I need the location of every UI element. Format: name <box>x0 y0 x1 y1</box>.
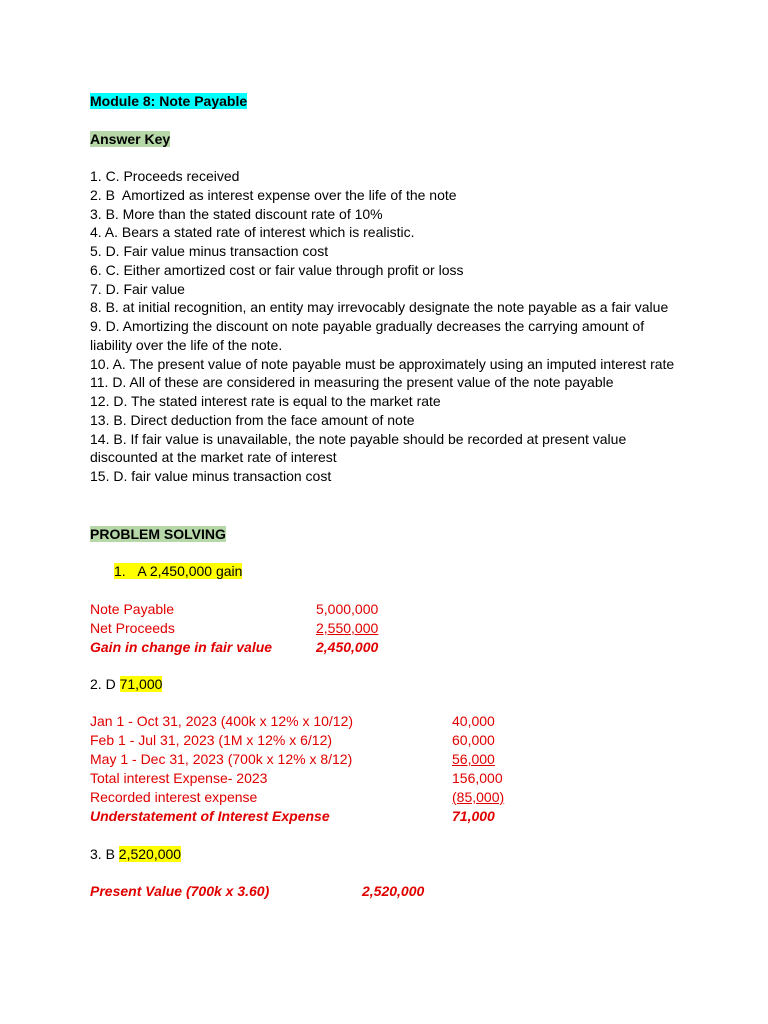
title-text: Module 8: Note Payable <box>90 93 248 109</box>
problem-2-row-label: May 1 - Dec 31, 2023 (700k x 12% x 8/12) <box>90 751 353 767</box>
problem-1-number: 1. <box>114 563 126 579</box>
problem-1-answer <box>114 562 242 580</box>
answer-item: 2. B Amortized as interest expense over the life of the note <box>90 186 457 203</box>
answer-list <box>90 167 674 486</box>
problem-2-row-label: Jan 1 - Oct 31, 2023 (400k x 12% x 10/12) <box>90 713 354 729</box>
problem-2-row-label: Total interest Expense- 2023 <box>90 770 268 786</box>
problem-1-total-value: 2,450,000 <box>316 639 379 655</box>
problem-2-answer <box>90 675 162 693</box>
answer-item: 10. A. The present value of note payable must be approximately using an imputed interest rate <box>90 355 675 372</box>
problem-2-row-value: (85,000) <box>452 789 505 805</box>
problem-1-row-label: Net Proceeds <box>90 620 175 636</box>
problem-2-answer-text: 71,000 <box>119 676 163 692</box>
problem-2-total-value: 71,000 <box>452 808 495 824</box>
answer-key-heading <box>90 130 170 148</box>
problem-2-row-value: 40,000 <box>452 713 495 729</box>
problem-1-row-value: 2,550,000 <box>316 620 379 636</box>
problem-3-prefix: 3. B <box>90 846 119 862</box>
problem-3-answer <box>90 845 181 863</box>
problem-2-row-value: 60,000 <box>452 732 495 748</box>
answer-item: 9. D. Amortizing the discount on note payable gradually decreases the carrying amount of <box>90 318 645 334</box>
answer-item: 11. D. All of these are considered in measuring the present value of the note payable <box>90 374 614 391</box>
answer-item: 7. D. Fair value <box>90 280 185 297</box>
answer-item-continuation: discounted at the market rate of interest <box>90 449 337 466</box>
problem-solving-heading <box>90 525 226 543</box>
problem-2-row-label: Feb 1 - Jul 31, 2023 (1M x 12% x 6/12) <box>90 732 333 748</box>
problem-3-row-label: Present Value (700k x 3.60) <box>90 883 270 899</box>
problem-1-total-label: Gain in change in fair value <box>90 639 273 655</box>
problem-2-total-label: Understatement of Interest Expense <box>90 808 330 824</box>
problem-2-prefix: 2. D <box>90 676 120 692</box>
problem-1-row-label: Note Payable <box>90 601 175 617</box>
answer-key-heading-text: Answer Key <box>90 131 171 147</box>
problem-3-answer-text: 2,520,000 <box>118 846 182 862</box>
answer-item: 8. B. at initial recognition, an entity may irrevocably designate the note payable as a fair value <box>90 299 669 316</box>
answer-item: 12. D. The stated interest rate is equal to the market rate <box>90 393 441 409</box>
problem-solving-heading-text: PROBLEM SOLVING <box>90 526 226 542</box>
document-title <box>90 92 247 110</box>
answer-item: 15. D. fair value minus transaction cost <box>90 468 332 484</box>
answer-item: 3. B. More than the stated discount rate of 10% <box>90 205 383 222</box>
problem-1-answer-highlight <box>114 563 242 579</box>
answer-item: 13. B. Direct deduction from the face amount of note <box>90 411 415 428</box>
answer-item-continuation: liability over the life of the note. <box>90 336 283 353</box>
answer-item: 1. C. Proceeds received <box>90 168 240 184</box>
problem-1-answer-text: A 2,450,000 gain <box>137 563 243 579</box>
problem-2-row-label: Recorded interest expense <box>90 789 258 805</box>
answer-item: 5. D. Fair value minus transaction cost <box>90 243 329 259</box>
problem-3-row-value: 2,520,000 <box>362 883 425 899</box>
problem-1-row-value: 5,000,000 <box>316 601 379 617</box>
answer-item: 6. C. Either amortized cost or fair value through profit or loss <box>90 261 464 278</box>
problem-2-row-value: 156,000 <box>452 770 503 786</box>
answer-item: 4. A. Bears a stated rate of interest which is realistic. <box>90 224 415 241</box>
answer-item: 14. B. If fair value is unavailable, the note payable should be recorded at present value <box>90 430 627 447</box>
problem-2-row-value: 56,000 <box>452 751 495 767</box>
